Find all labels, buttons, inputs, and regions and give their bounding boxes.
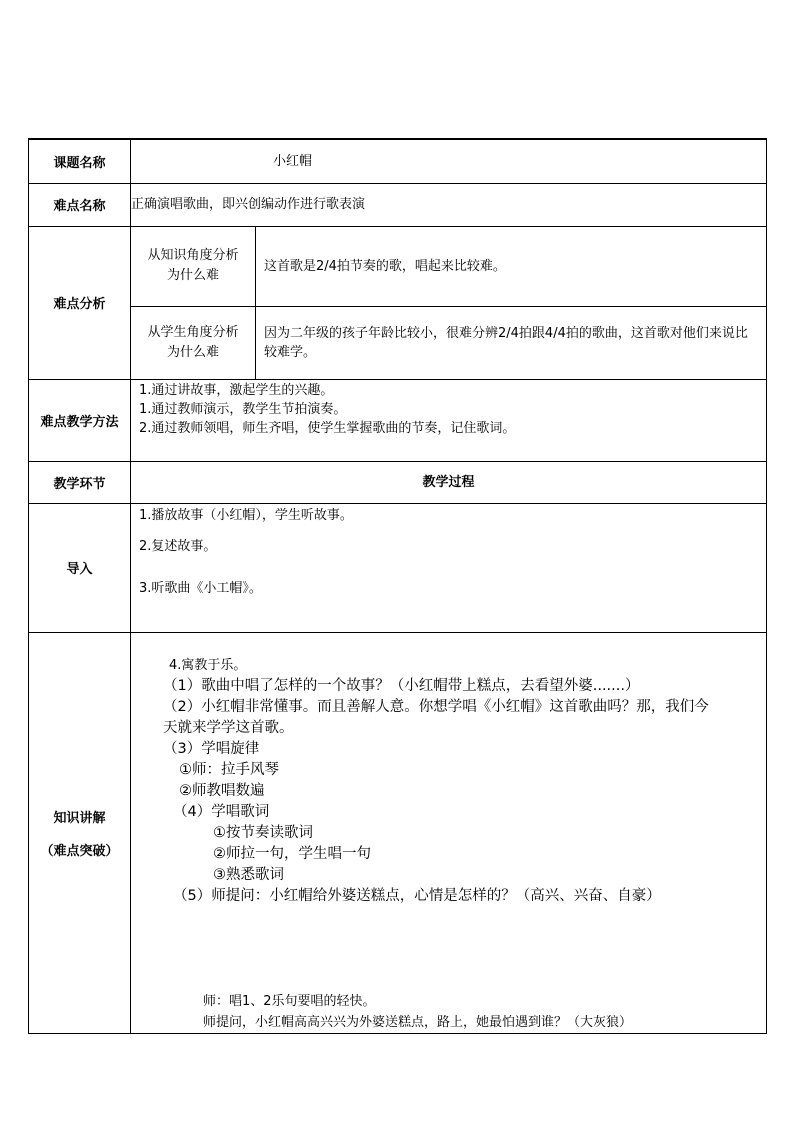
row-knowledge: [29, 632, 767, 1033]
knowledge-line: ②师教唱数遍: [179, 782, 265, 799]
difficulty-name-label: 难点名称: [29, 183, 131, 226]
knowledge-line: 4.寓教于乐。: [169, 657, 247, 673]
method-item: 2.通过教师领唱，师生齐唱，使学生掌握歌曲的节奏，记住歌词。: [139, 420, 516, 436]
analysis-student-label-line1: 从学生角度分析: [147, 324, 239, 340]
row-difficulty-name: [29, 183, 767, 226]
knowledge-label: [29, 632, 131, 1033]
intro-item: 3.听歌曲《小工帽》。: [139, 580, 262, 596]
lesson-title-cell: [131, 139, 767, 183]
knowledge-line: （4）学唱歌词: [173, 803, 270, 820]
row-lesson-title: [29, 139, 767, 183]
knowledge-line: ①按节奏读歌词: [213, 824, 313, 841]
intro-cell: [131, 503, 767, 632]
analysis-student-value: 因为二年级的孩子年龄比较小，很难分辨2/4拍跟4/4拍的歌曲，这首歌对他们来说比较难学。: [256, 307, 767, 379]
intro-item: 2.复述故事。: [139, 538, 217, 554]
analysis-knowledge-value: 这首歌是2/4拍节奏的歌，唱起来比较难。: [264, 258, 506, 274]
knowledge-line: 师提问，小红帽高高兴兴为外婆送糕点，路上，她最怕遇到谁？（大灰狼）: [203, 1014, 633, 1030]
analysis-student-label: [131, 307, 256, 379]
difficulty-name-value: 正确演唱歌曲，即兴创编动作进行歌表演: [131, 183, 767, 226]
knowledge-line: 师：唱1、2乐句要唱的轻快。: [203, 993, 376, 1009]
intro-item: 1.播放故事（小红帽），学生听故事。: [139, 507, 353, 523]
knowledge-line: ①师：拉手风琴: [179, 761, 279, 778]
analysis-knowledge-row: [131, 227, 766, 307]
knowledge-line: ②师拉一句，学生唱一句: [213, 845, 371, 862]
knowledge-label-line1: 知识讲解: [53, 810, 106, 826]
difficulty-analysis-label: 难点分析: [29, 226, 131, 379]
analysis-student-row: [131, 307, 766, 379]
method-item: 1.通过教师演示，教学生节拍演奏。: [139, 401, 347, 417]
teaching-method-cell: [131, 379, 767, 461]
difficulty-analysis-cell: [131, 226, 767, 379]
knowledge-line: （1）歌曲中唱了怎样的一个故事？（小红帽带上糕点，去看望外婆.......）: [163, 677, 640, 694]
lesson-title-value: 小红帽: [273, 153, 313, 169]
section-header-value: 教学过程: [131, 461, 767, 503]
analysis-knowledge-label-line1: 从知识角度分析: [147, 248, 239, 264]
knowledge-line: （2）小红帽非常懂事。而且善解人意。你想学唱《小红帽》这首歌曲吗？那，我们今: [163, 698, 709, 715]
knowledge-line: 天就来学学这首歌。: [163, 719, 294, 736]
analysis-knowledge-label-line2: 为什么难: [166, 268, 219, 284]
lesson-plan-table: [28, 138, 767, 1034]
knowledge-label-line2: （难点突破）: [40, 843, 119, 859]
knowledge-line: （3）学唱旋律: [163, 740, 260, 757]
knowledge-line: （5）师提问：小红帽给外婆送糕点，心情是怎样的？（高兴、兴奋、自豪）: [173, 887, 661, 904]
analysis-subtable: [131, 227, 766, 379]
row-teaching-method: [29, 379, 767, 461]
knowledge-cell: [131, 632, 767, 1033]
row-intro: [29, 503, 767, 632]
intro-label: 导入: [29, 503, 131, 632]
method-item: 1.通过讲故事，激起学生的兴趣。: [139, 382, 334, 398]
teaching-method-label: 难点教学方法: [29, 379, 131, 461]
row-difficulty-analysis: [29, 226, 767, 379]
knowledge-line: ③熟悉歌词: [213, 866, 284, 883]
section-header-label: 教学环节: [29, 461, 131, 503]
lesson-title-label: 课题名称: [29, 139, 131, 183]
analysis-student-label-line2: 为什么难: [166, 344, 219, 360]
analysis-knowledge-label: [131, 227, 256, 307]
row-section-header: [29, 461, 767, 503]
